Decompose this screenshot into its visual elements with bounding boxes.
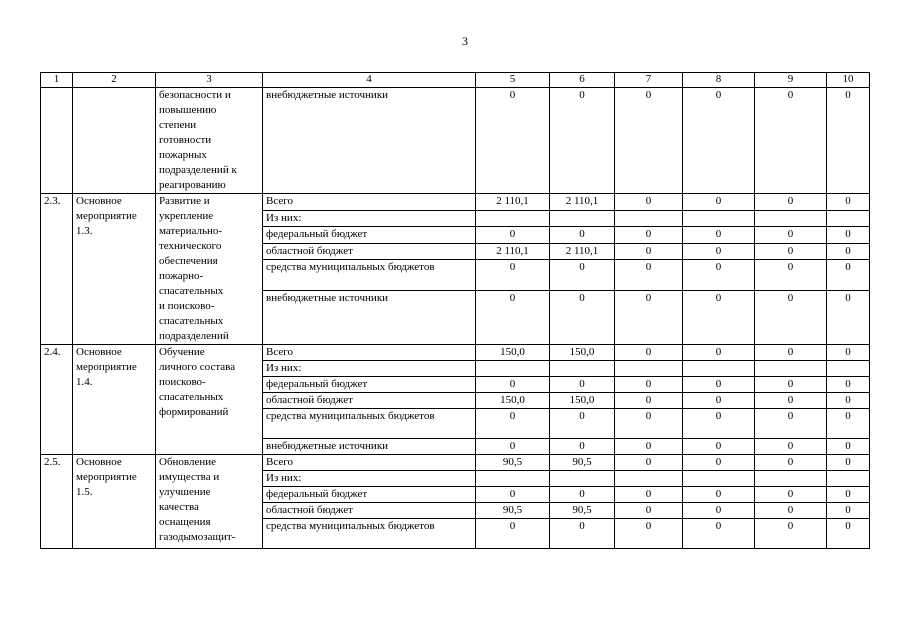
item-name-cell-line: формирований [159, 406, 229, 418]
value-cell: 0 [827, 503, 870, 519]
value-cell: 0 [550, 88, 615, 194]
value-cell: 0 [683, 291, 755, 345]
item-name-cell-line: технического [159, 240, 222, 252]
funding-source-cell: Всего [263, 455, 476, 471]
value-cell: 0 [827, 393, 870, 409]
item-name-cell-line: Развитие и [159, 195, 210, 207]
header-cell: 7 [615, 73, 683, 88]
funding-source-cell: федеральный бюджет [263, 227, 476, 244]
item-name-cell-line: повышению [159, 104, 217, 116]
funding-source-cell: Всего [263, 345, 476, 361]
value-cell: 0 [476, 260, 550, 291]
funding-source-cell: Из них: [263, 210, 476, 227]
item-name-cell [156, 194, 263, 345]
value-cell [615, 210, 683, 227]
funding-source-cell: средства муниципальных бюджетов [263, 260, 476, 291]
value-cell: 0 [550, 227, 615, 244]
value-cell: 0 [683, 487, 755, 503]
item-name-cell-line: подразделений [159, 330, 229, 342]
value-cell: 0 [755, 439, 827, 455]
value-cell: 2 110,1 [476, 243, 550, 260]
value-cell: 0 [476, 88, 550, 194]
value-cell: 0 [550, 291, 615, 345]
funding-source-cell: внебюджетные источники [263, 88, 476, 194]
value-cell: 0 [683, 519, 755, 549]
item-name-cell-line: материально- [159, 225, 223, 237]
header-cell: 5 [476, 73, 550, 88]
item-name-cell-line: реагированию [159, 179, 226, 191]
funding-source-cell: средства муниципальных бюджетов [263, 519, 476, 549]
value-cell: 0 [476, 519, 550, 549]
header-cell: 2 [73, 73, 156, 88]
item-number-cell: 2.3. [41, 194, 73, 345]
value-cell: 0 [550, 260, 615, 291]
funding-source-cell: внебюджетные источники [263, 439, 476, 455]
funding-source-cell: средства муниципальных бюджетов [263, 409, 476, 439]
value-cell: 0 [827, 243, 870, 260]
item-name-cell-line: и поисково- [159, 300, 215, 312]
item-name-cell [156, 455, 263, 549]
value-cell: 0 [755, 88, 827, 194]
item-type-cell [73, 194, 156, 345]
item-type-cell-line: 1.5. [76, 486, 93, 498]
value-cell [755, 471, 827, 487]
table-row [41, 455, 870, 471]
value-cell: 0 [755, 260, 827, 291]
value-cell: 90,5 [476, 455, 550, 471]
value-cell: 0 [827, 377, 870, 393]
value-cell: 0 [550, 439, 615, 455]
value-cell: 0 [755, 377, 827, 393]
value-cell: 0 [615, 393, 683, 409]
header-cell: 3 [156, 73, 263, 88]
value-cell: 0 [476, 291, 550, 345]
item-type-cell [73, 455, 156, 549]
item-type-cell-line: Основное [76, 195, 122, 207]
value-cell: 0 [550, 487, 615, 503]
value-cell: 0 [615, 194, 683, 211]
value-cell: 0 [827, 88, 870, 194]
value-cell: 0 [615, 227, 683, 244]
value-cell: 0 [476, 439, 550, 455]
value-cell: 0 [683, 88, 755, 194]
value-cell [615, 471, 683, 487]
funding-source-cell: федеральный бюджет [263, 487, 476, 503]
item-name-cell-line: улучшение [159, 486, 211, 498]
value-cell [683, 210, 755, 227]
value-cell: 0 [755, 243, 827, 260]
item-name-cell-line: оснащения [159, 516, 211, 528]
item-name-cell-line: Обновление [159, 456, 217, 468]
program-table [40, 72, 870, 549]
value-cell: 0 [615, 487, 683, 503]
value-cell [476, 210, 550, 227]
value-cell: 0 [615, 345, 683, 361]
value-cell [827, 361, 870, 377]
item-name-cell [156, 345, 263, 455]
item-name-cell-line: пожарных [159, 149, 207, 161]
value-cell: 0 [683, 260, 755, 291]
item-name-cell-line: обеспечения [159, 255, 218, 267]
value-cell: 0 [550, 409, 615, 439]
value-cell [755, 361, 827, 377]
value-cell: 0 [615, 503, 683, 519]
value-cell: 0 [550, 519, 615, 549]
item-name-cell-line: личного состава [159, 361, 236, 373]
value-cell: 90,5 [550, 503, 615, 519]
value-cell: 150,0 [476, 345, 550, 361]
value-cell: 0 [615, 519, 683, 549]
item-number-cell: 2.5. [41, 455, 73, 549]
item-type-cell-line: мероприятие [76, 361, 137, 373]
item-type-cell [73, 345, 156, 455]
value-cell: 0 [827, 455, 870, 471]
value-cell [550, 361, 615, 377]
value-cell [827, 471, 870, 487]
value-cell: 0 [476, 487, 550, 503]
value-cell: 0 [755, 393, 827, 409]
value-cell: 0 [615, 455, 683, 471]
value-cell: 0 [827, 260, 870, 291]
value-cell: 0 [683, 194, 755, 211]
item-type-cell-line: Основное [76, 456, 122, 468]
value-cell [550, 471, 615, 487]
value-cell: 90,5 [476, 503, 550, 519]
funding-source-cell: областной бюджет [263, 243, 476, 260]
value-cell: 0 [755, 455, 827, 471]
item-type-cell [73, 88, 156, 194]
item-name-cell-line: газодымозащит- [159, 531, 236, 543]
item-name-cell-line: имущества и [159, 471, 220, 483]
value-cell: 0 [476, 377, 550, 393]
value-cell [615, 361, 683, 377]
value-cell: 0 [615, 243, 683, 260]
item-name-cell-line: качества [159, 501, 199, 513]
value-cell: 0 [615, 291, 683, 345]
item-type-cell-line: 1.3. [76, 225, 93, 237]
header-cell: 4 [263, 73, 476, 88]
funding-source-cell: Из них: [263, 361, 476, 377]
item-number-cell: 2.4. [41, 345, 73, 455]
value-cell: 0 [755, 487, 827, 503]
funding-source-cell: областной бюджет [263, 393, 476, 409]
value-cell: 0 [755, 194, 827, 211]
item-name-cell-line: спасательных [159, 315, 224, 327]
value-cell: 0 [683, 455, 755, 471]
value-cell: 0 [683, 409, 755, 439]
table-row [41, 345, 870, 361]
value-cell: 0 [615, 260, 683, 291]
value-cell: 0 [827, 291, 870, 345]
value-cell: 0 [476, 409, 550, 439]
item-name-cell-line: степени [159, 119, 197, 131]
value-cell: 2 110,1 [550, 243, 615, 260]
funding-source-cell: областной бюджет [263, 503, 476, 519]
continuation-row [41, 88, 870, 194]
value-cell [476, 361, 550, 377]
header-cell: 8 [683, 73, 755, 88]
item-name-cell-line: поисково- [159, 376, 206, 388]
value-cell: 0 [683, 345, 755, 361]
header-row [41, 73, 870, 88]
header-cell: 6 [550, 73, 615, 88]
item-name-cell-line: Обучение [159, 346, 205, 358]
value-cell: 0 [683, 243, 755, 260]
value-cell: 0 [827, 194, 870, 211]
header-cell: 10 [827, 73, 870, 88]
value-cell: 0 [755, 345, 827, 361]
value-cell: 0 [683, 377, 755, 393]
item-number-cell [41, 88, 73, 194]
value-cell: 0 [615, 377, 683, 393]
value-cell: 0 [755, 409, 827, 439]
value-cell: 0 [755, 503, 827, 519]
item-type-cell-line: 1.4. [76, 376, 93, 388]
item-name-cell-line: готовности [159, 134, 212, 146]
value-cell [476, 471, 550, 487]
value-cell [683, 471, 755, 487]
value-cell: 150,0 [550, 345, 615, 361]
value-cell: 0 [683, 439, 755, 455]
item-type-cell-line: Основное [76, 346, 122, 358]
header-cell: 9 [755, 73, 827, 88]
value-cell: 0 [683, 393, 755, 409]
value-cell: 150,0 [550, 393, 615, 409]
value-cell: 2 110,1 [550, 194, 615, 211]
value-cell: 0 [683, 503, 755, 519]
value-cell: 0 [615, 439, 683, 455]
item-type-cell-line: мероприятие [76, 471, 137, 483]
funding-source-cell: Из них: [263, 471, 476, 487]
value-cell: 0 [476, 227, 550, 244]
header-cell: 1 [41, 73, 73, 88]
value-cell: 2 110,1 [476, 194, 550, 211]
value-cell: 0 [827, 227, 870, 244]
funding-source-cell: внебюджетные источники [263, 291, 476, 345]
value-cell [550, 210, 615, 227]
item-type-cell-line: мероприятие [76, 210, 137, 222]
value-cell: 0 [827, 345, 870, 361]
value-cell: 0 [550, 377, 615, 393]
value-cell: 90,5 [550, 455, 615, 471]
value-cell [827, 210, 870, 227]
item-name-cell-line: пожарно- [159, 270, 204, 282]
value-cell [683, 361, 755, 377]
value-cell: 0 [683, 227, 755, 244]
value-cell: 0 [755, 519, 827, 549]
item-name-cell [156, 88, 263, 194]
item-name-cell-line: подразделений к [159, 164, 237, 176]
value-cell: 0 [615, 88, 683, 194]
table-row [41, 194, 870, 211]
value-cell: 0 [827, 519, 870, 549]
page-number: 3 [462, 34, 468, 48]
value-cell: 0 [827, 409, 870, 439]
value-cell [755, 210, 827, 227]
value-cell: 0 [755, 227, 827, 244]
value-cell: 0 [755, 291, 827, 345]
value-cell: 150,0 [476, 393, 550, 409]
item-name-cell-line: укрепление [159, 210, 214, 222]
value-cell: 0 [827, 439, 870, 455]
value-cell: 0 [615, 409, 683, 439]
item-name-cell-line: спасательных [159, 285, 224, 297]
item-name-cell-line: спасательных [159, 391, 224, 403]
funding-source-cell: федеральный бюджет [263, 377, 476, 393]
item-name-cell-line: безопасности и [159, 89, 231, 101]
value-cell: 0 [827, 487, 870, 503]
funding-source-cell: Всего [263, 194, 476, 211]
